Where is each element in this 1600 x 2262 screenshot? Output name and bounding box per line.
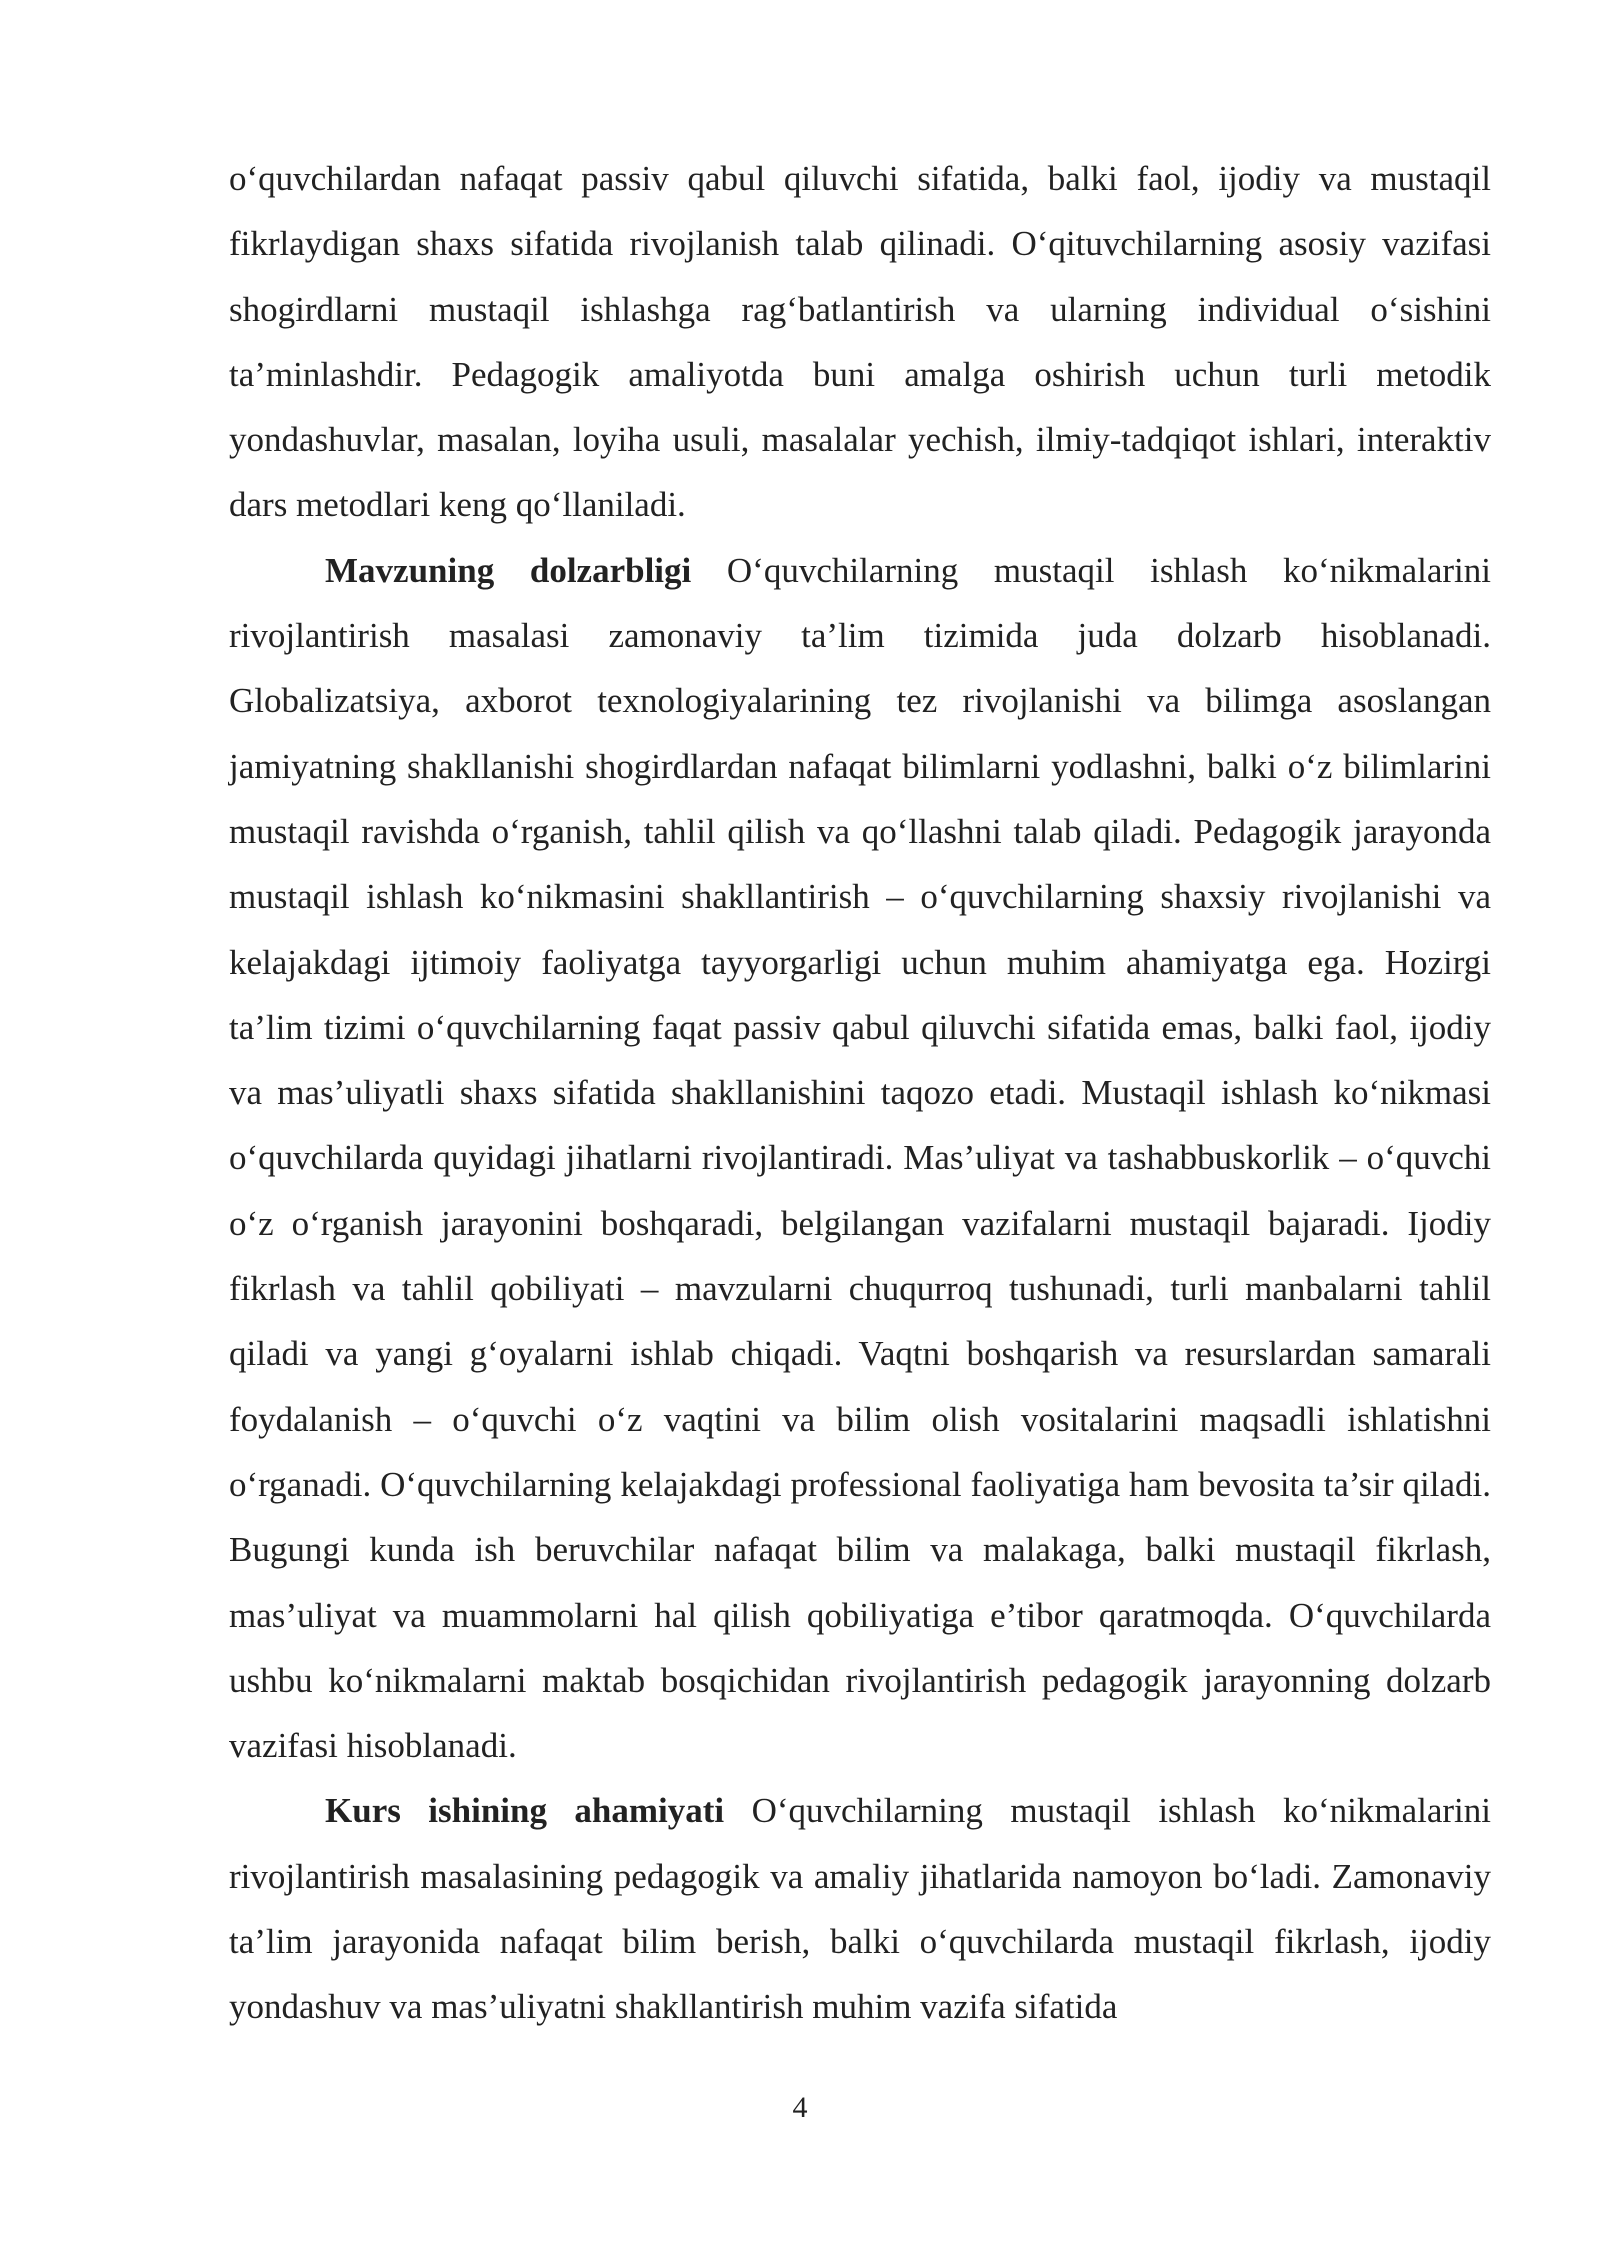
paragraph-importance (229, 1778, 1491, 2039)
paragraph-text: O‘quvchilarning mustaqil ishlash ko‘nikmalarini rivojlantirish masalasining pedagogik va amaliy jihatlarida namoyon bo‘ladi. Zamonaviy ta’lim jarayonida nafaqat bilim berish, balki o‘quvchilarda mustaqil fikrlash, ijodiy yondashuv va mas’uliyatni shakllantirish muhim vazifa sifatida (229, 1791, 1491, 2027)
paragraph-text: O‘quvchilarning mustaqil ishlash ko‘nikmalarini rivojlantirish masalasi zamonaviy ta’lim tizimida juda dolzarb hisoblanadi. Globalizatsiya, axborot texnologiyalarining tez rivojlanishi va bilimga asoslangan jamiyatning shakllanishi shogirdlardan nafaqat bilimlarni yodlashni, balki o‘z bilimlarini mustaqil ravishda o‘rganish, tahlil qilish va qo‘llashni talab qiladi. Pedagogik jarayonda mustaqil ishlash ko‘nikmasini shakllantirish – o‘quvchilarning shaxsiy rivojlanishi va kelajakdagi ijtimoiy faoliyatga tayyorgarligi uchun muhim ahamiyatga ega. Hozirgi ta’lim tizimi o‘quvchilarning faqat passiv qabul qiluvchi sifatida emas, balki faol, ijodiy va mas’uliyatli shaxs sifatida shakllanishini taqozo etadi. Mustaqil ishlash ko‘nikmasi o‘quvchilarda quyidagi jihatlarni rivojlantiradi. Mas’uliyat va tashabbuskorlik – o‘quvchi o‘z o‘rganish jarayonini boshqaradi, belgilangan vazifalarni mustaqil bajaradi. Ijodiy fikrlash va tahlil qobiliyati – mavzularni chuqurroq tushunadi, turli manbalarni tahlil qiladi va yangi g‘oyalarni ishlab chiqadi. Vaqtni boshqarish va resurslardan samarali foydalanish – o‘quvchi o‘z vaqtini va bilim olish vositalarini maqsadli ishlatishni o‘rganadi. O‘quvchilarning kelajakdagi professional faoliyatiga ham bevosita ta’sir qiladi. Bugungi kunda ish beruvchilar nafaqat bilim va malakaga, balki mustaqil fikrlash, mas’uliyat va muammolarni hal qilish qobiliyatiga e’tibor qaratmoqda. O‘quvchilarda ushbu ko‘nikmalarni maktab bosqichidan rivojlantirish pedagogik jarayonning dolzarb vazifasi hisoblanadi. (229, 550, 1491, 1766)
body-text (229, 146, 1491, 2040)
page-number: 4 (792, 2091, 808, 2124)
paragraph-continuation (229, 146, 1491, 538)
paragraph-lead-relevance: Mavzuning dolzarbligi (325, 550, 692, 590)
paragraph-text: o‘quvchilardan nafaqat passiv qabul qiluvchi sifatida, balki faol, ijodiy va mustaqil fikrlaydigan shaxs sifatida rivojlanish talab qilinadi. O‘qituvchilarning asosiy vazifasi shogirdlarni mustaqil ishlashga rag‘batlantirish va ularning individual o‘sishini ta’minlashdir. Pedagogik amaliyotda buni amalga oshirish uchun turli metodik yondashuvlar, masalan, loyiha usuli, masalalar yechish, ilmiy-tadqiqot ishlari, interaktiv dars metodlari keng qo‘llaniladi. (229, 159, 1491, 525)
paragraph-lead-importance: Kurs ishining ahamiyati (325, 1791, 725, 1831)
paragraph-relevance (229, 538, 1491, 1779)
